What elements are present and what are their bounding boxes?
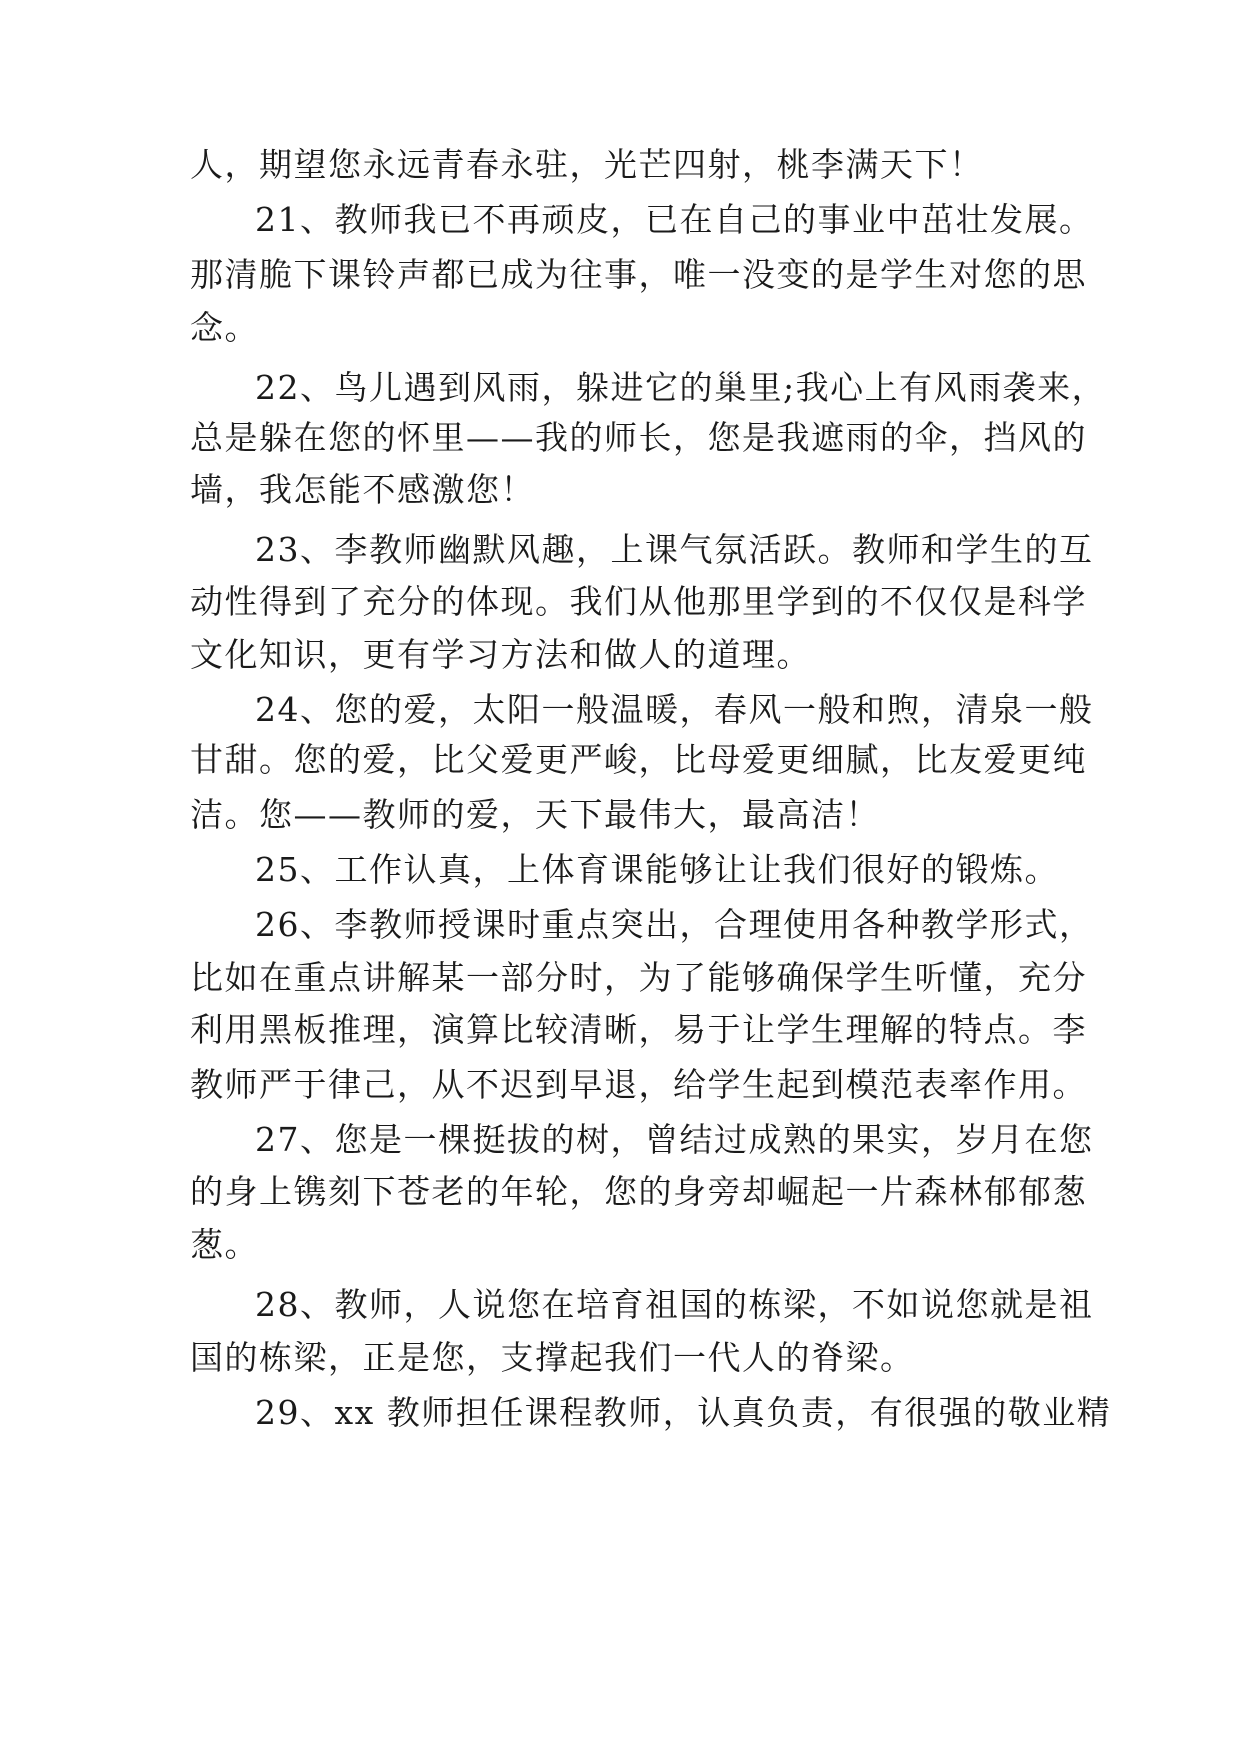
- text-line: 28、教师，人说您在培育祖国的栋梁，不如说您就是祖: [255, 1285, 1094, 1324]
- text-line: 23、李教师幽默风趣，上课气氛活跃。教师和学生的互: [255, 530, 1094, 569]
- text-line: 26、李教师授课时重点突出，合理使用各种教学形式，: [255, 905, 1094, 944]
- text-line: 葱。: [190, 1225, 259, 1264]
- text-line: 墙，我怎能不感激您！: [190, 470, 535, 509]
- text-line: 那清脆下课铃声都已成为往事，唯一没变的是学生对您的思: [190, 255, 1087, 294]
- text-line: 文化知识，更有学习方法和做人的道理。: [190, 635, 811, 674]
- text-line: 洁。您——教师的爱，天下最伟大，最高洁！: [190, 795, 880, 834]
- text-line: 教师严于律己，从不迟到早退，给学生起到模范表率作用。: [190, 1065, 1087, 1104]
- text-line: 24、您的爱，太阳一般温暖，春风一般和煦，清泉一般: [255, 690, 1094, 729]
- text-line: 27、您是一棵挺拔的树，曾结过成熟的果实，岁月在您: [255, 1120, 1094, 1159]
- text-line: 比如在重点讲解某一部分时，为了能够确保学生听懂，充分: [190, 958, 1087, 997]
- text-line: 总是躲在您的怀里——我的师长，您是我遮雨的伞，挡风的: [190, 418, 1087, 457]
- text-line: 人，期望您永远青春永驻，光芒四射，桃李满天下！: [190, 145, 984, 184]
- text-line: 的身上镌刻下苍老的年轮，您的身旁却崛起一片森林郁郁葱: [190, 1172, 1087, 1211]
- text-line: 动性得到了充分的体现。我们从他那里学到的不仅仅是科学: [190, 582, 1087, 621]
- text-line: 甘甜。您的爱，比父爱更严峻，比母爱更细腻，比友爱更纯: [190, 740, 1087, 779]
- text-line: 21、教师我已不再顽皮，已在自己的事业中茁壮发展。: [255, 200, 1094, 239]
- text-line: 念。: [190, 308, 259, 347]
- text-line: 利用黑板推理，演算比较清晰，易于让学生理解的特点。李: [190, 1010, 1087, 1049]
- text-line: 22、鸟儿遇到风雨，躲进它的巢里;我心上有风雨袭来，: [255, 368, 1107, 407]
- text-line: 国的栋梁，正是您，支撑起我们一代人的脊梁。: [190, 1338, 915, 1377]
- text-line: 29、xx 教师担任课程教师，认真负责，有很强的敬业精: [255, 1393, 1112, 1432]
- text-line: 25、工作认真，上体育课能够让让我们很好的锻炼。: [255, 850, 1059, 889]
